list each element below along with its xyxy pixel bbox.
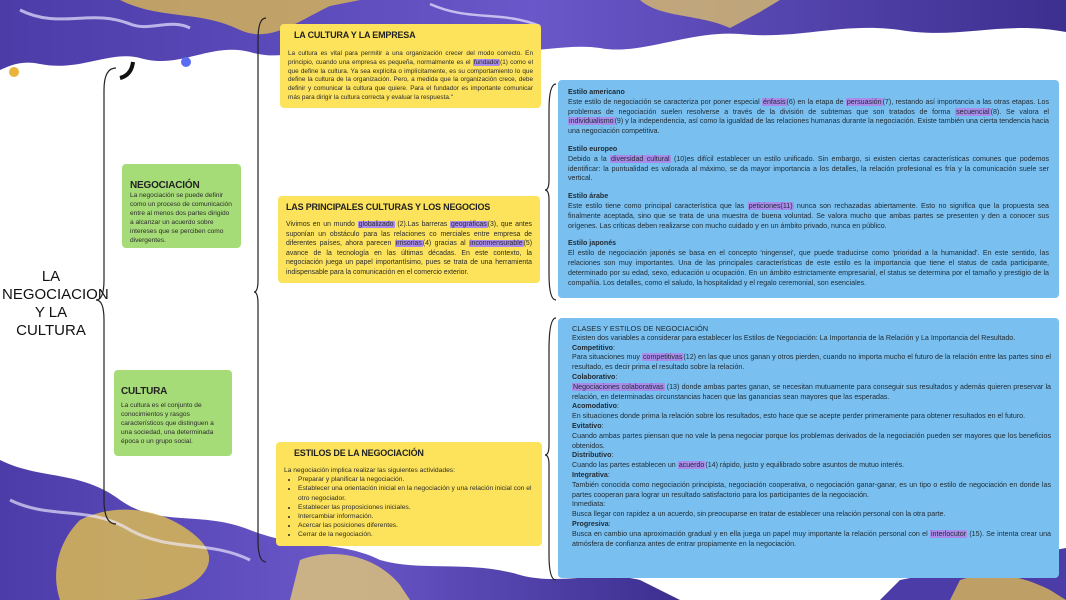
clase-distributivo-label: Distributivo — [572, 451, 612, 460]
root-title — [2, 268, 109, 340]
clase-competitivo-label: Competitivo — [572, 343, 613, 352]
root-title-line-2: NEGOCIACION — [2, 286, 109, 303]
cultura-empresa-node — [280, 24, 541, 108]
cultura-empresa-text — [288, 50, 533, 103]
clase-inmediata-label: Inmediata — [572, 500, 604, 509]
highlight-globalizado: globalizado — [358, 221, 394, 228]
list-item: • Cerrar de la negociación. — [298, 530, 534, 539]
root-title-line-1: LA — [41, 268, 61, 285]
text-segment: Este estilo tiene como principal característica que las — [568, 201, 748, 210]
upper-right-bracket — [545, 84, 556, 300]
highlight-competitivas: competitivas — [642, 353, 683, 362]
text-segment: (15). Se intenta crear una atmósfera de confianza antes de entrar propiamente en la negociación. — [572, 529, 1051, 548]
text-segment: En situaciones donde prima la relación sobre los resultados, esto hace que se acepte perder primeramente para obtener resultados en el futuro. — [572, 412, 1026, 421]
text-segment: Vivimos en un mundo — [286, 221, 358, 228]
estilos-paises-node — [558, 80, 1059, 298]
clase-competitivo: Competitivo: Para situaciones muy competitivas(12) en las que unos ganan y otros pierden, cuando no importa mucho el futuro de la relación entre las partes sino el resultado, es decir prima el resultado sobre la relación. — [572, 343, 1051, 372]
text-segment: Busca en cambio una aproximación gradual y en ella juega un papel muy importante la relación personal con el — [572, 529, 930, 538]
text-segment: (7), restando así importancia a las otras etapas. Los problemas de negociación suelen resolverse a través de la división de subtemas que son tratados de forma — [568, 97, 1050, 116]
highlight-geograficas: geográficas — [451, 221, 487, 228]
text-segment: Debido a la — [568, 154, 611, 163]
branch-bracket — [254, 18, 266, 562]
highlight-persuasion: persuasión — [846, 97, 882, 106]
text-segment: Cuando ambas partes piensan que no vale la pena negociar porque los problemas derivados de la negociación pueden ser mayores que los beneficios obtenidos. — [572, 431, 1051, 450]
estilos-negociacion-node — [276, 442, 542, 546]
text-segment: (2).Las barreras — [394, 221, 451, 228]
principales-node — [278, 196, 540, 283]
text-segment: También conocida como negociación principista, negociación cooperativa, o negociación ganar-ganar, es un tipo o estilo de negociación en donde las partes cooperan para lograr un resultado satisfactorio para los participantes de la negociación. — [572, 480, 1051, 499]
text-segment: La cultura es vital para permitir a una organización crecer del modo correcto. En principio, cuando una empresa es pequeña, normalmente es el — [288, 50, 533, 66]
text-segment: (10)es difícil establecer un estilo unificado. Sin embargo, si existen ciertas características comunes que podemos identificar: la puntualidad es valorada al máximo, se da mayor importancia a los detalles, la relación profesional es fría y la comunicación suele ser vertical. — [568, 154, 1050, 183]
text-segment: (6) en la etapa de — [786, 97, 846, 106]
text-segment: El estilo de negociación japonés se basa en el concepto 'ningensei', que puede traducirse como 'prioridad a la humanidad'. En este sentido, las relaciones son muy importantes. Una de las principales características de este estilo es la importancia que tiene el status de cada participante, determinado por su edad, sexo, educación u ocupación. En un ámbito estrictamente empresarial, el status se determina por el tamaño y prestigio de la compañía. Los detalles, como el saludo, la hospitalidad y el regalo ceremonial, son esenciales. — [568, 249, 1049, 287]
highlight-diversidad-cultural: diversidad cultural — [611, 154, 670, 163]
clases-node — [558, 318, 1059, 578]
list-item: • Preparar y planificar la negociación. — [298, 475, 534, 484]
estilo-japones — [568, 239, 1049, 288]
activities-list — [284, 475, 534, 539]
text-segment: (9) y la independencia, así como la igualdad de las relaciones humanas durante la negociación. Existe también una cierta tendencia hacia una negociación competitiva. — [568, 117, 1049, 136]
text-segment: Busca llegar con rapidez a un acuerdo, sin preocuparse en tratar de establecer una relación personal con la otra parte. — [572, 510, 946, 519]
text-segment: Cuando las partes establecen un — [572, 461, 678, 470]
principales-text — [286, 220, 532, 278]
negociacion-node — [122, 164, 241, 248]
bottom-gold-blob-2 — [290, 554, 410, 600]
root-title-line-3: Y LA CULTURA — [16, 304, 86, 339]
estilos-negociacion-intro: La negociación implica realizar las siguientes actividades: — [284, 467, 455, 474]
list-item: • Acercar las posiciones diferentes. — [298, 521, 534, 530]
estilo-europeo — [568, 145, 1049, 184]
negociacion-title: NEGOCIACIÓN — [130, 180, 200, 191]
negociacion-text: La negociación se puede definir como un proceso de comunicación entre al menos dos partes dirigido a alcanzar un acuerdo sobre intereses que se perciben como divergentes. — [130, 192, 232, 244]
clase-colaborativo: Colaborativo: Negociaciones colaborativas (13) donde ambas partes ganan, se necesitan mutuamente para conseguir sus resultados y además quieren preservar la relación, en determinadas circunstancias hacen que las ganancias sean mayores que las esperadas. — [572, 372, 1051, 401]
text-segment: (1) como el que define la cultura. Ya sea explícita o implícitamente, es su comportamiento lo que define la cultura de la organización. Pero, a medida que la organización crece, debe definir y comunicar la cultura que quiere. Para el fundador es importante comunicar más para dirigir la cultura correcta y evaluar la respuesta." — [288, 58, 533, 101]
cultura-text: La cultura es el conjunto de conocimientos y rasgos característicos que distinguen a una sociedad, una determinada época o un grupo social. — [121, 402, 214, 445]
clases-title: CLASES Y ESTILOS DE NEGOCIACIÓN — [572, 324, 709, 333]
highlight-inconmensurable: inconmensurable — [470, 240, 523, 248]
highlight-secuencial: secuencial — [956, 107, 990, 116]
black-arc — [120, 62, 133, 78]
highlight-enfasis: énfasis — [763, 97, 786, 106]
clase-inmediata: Inmediata: Busca llegar con rapidez a un acuerdo, sin preocuparse en tratar de establecer una relación personal con la otra parte. — [572, 500, 946, 519]
highlight-acuerdo: acuerdo — [678, 461, 705, 470]
clase-distributivo: Distributivo: Cuando las partes establecen un acuerdo(14) rápido, justo y equilibrado sobre asuntos de mutuo interés. — [572, 451, 905, 470]
cultura-node — [114, 370, 232, 456]
highlight-peticiones: peticiones(11) — [748, 201, 793, 210]
gold-dot — [9, 67, 19, 77]
clase-evitativo-label: Evitativo — [572, 421, 602, 430]
estilo-arabe-title: Estilo árabe — [568, 192, 609, 201]
highlight-irrisorias: irrisorias — [395, 240, 422, 248]
text-segment: (5) avance de la tecnología en las últimas décadas. En este contexto, la negociación juega un papel importantísimo, pues se trata de una herramienta indispensable para la comunicación en el comercio exterior. — [286, 240, 532, 276]
text-segment: (3), que antes suponían un obstáculo para las relaciones co merciales entre empresa de diferentes países, ahora parecen — [286, 221, 532, 248]
estilo-japones-title: Estilo japonés — [568, 239, 617, 248]
estilo-arabe — [568, 192, 1049, 231]
highlight-fundador: fundador — [473, 58, 500, 66]
cultura-title: CULTURA — [121, 386, 168, 397]
estilos-negociacion-title: ESTILOS DE LA NEGOCIACIÓN — [294, 448, 424, 458]
list-item: • Establecer una orientación inicial en la negociación y una relación inicial con el otro negociador. — [298, 484, 534, 502]
text-segment: Este estilo de negociación se caracteriza por poner especial — [568, 97, 763, 106]
text-segment: (13) donde ambas partes ganan, se necesitan mutuamente para conseguir sus resultados y además quieren preservar la relación, en determinadas circunstancias hacen que las ganancias sean mayores que las esperadas. — [572, 382, 1051, 401]
lower-right-bracket — [545, 318, 556, 580]
text-segment: (14) rápido, justo y equilibrado sobre asuntos de mutuo interés. — [705, 461, 905, 470]
clase-acomodativo: Acomodativo: En situaciones donde prima la relación sobre los resultados, esto hace que se acepte perder primeramente para obtener resultados en el futuro. — [572, 402, 1026, 421]
text-segment: (12) en las que unos ganan y otros pierden, cuando no importa mucho el futuro de la relación entre las partes sino el resultado, es decir prima el resultado sobre la relación. — [572, 353, 1051, 372]
clase-progresiva-label: Progresiva — [572, 519, 609, 528]
blue-dot — [181, 57, 191, 67]
principales-title: LAS PRINCIPALES CULTURAS Y LOS NEGOCIOS — [286, 202, 491, 212]
text-segment: nunca son rechazadas abiertamente. Esto no significa que la propuesta sea finalmente aceptada, sino que se trata de una muestra de buena voluntad. Se valora mucho que ambas partes se presenten y den a conocer sus orígenes. Las críticas deben realizarse con mucho cuidado y en un ámbito privado, nunca en público. — [568, 201, 1049, 230]
clase-acomodativo-label: Acomodativo — [572, 402, 617, 411]
clase-progresiva: Progresiva: Busca en cambio una aproximación gradual y en ella juega un papel muy importante la relación personal con el interlocutor (15). Se intenta crear una atmósfera de confianza antes de entrar propiamente en la negociación. — [572, 519, 1051, 548]
estilo-europeo-title: Estilo europeo — [568, 144, 618, 153]
text-segment: (4) gracias al — [422, 240, 470, 248]
text-segment: (8). Se valora el — [990, 107, 1049, 116]
clase-integrativa-label: Integrativa — [572, 470, 608, 479]
highlight-negociaciones-colaborativas: Negociaciones colaborativas — [573, 382, 664, 391]
list-item: • Establecer las proposiciones iniciales. — [298, 503, 534, 512]
clases-intro: Existen dos variables a considerar para establecer los Estilos de Negociación: La Importancia de la Relación y La Importancia del Resultado. — [572, 333, 1016, 342]
clase-integrativa: Integrativa: También conocida como negociación principista, negociación cooperativa, o negociación ganar-ganar, es un tipo o estilo de negociación en donde las partes cooperan para lograr un resultado satisfactorio para los participantes de la negociación. — [572, 470, 1051, 499]
estilo-americano-title: Estilo americano — [568, 88, 625, 96]
list-item: • Intercambiar información. — [298, 512, 534, 521]
highlight-interlocutor: interlocutor — [930, 529, 967, 538]
estilo-americano — [568, 88, 1049, 137]
text-segment: Para situaciones muy — [572, 353, 642, 362]
clase-evitativo: Evitativo: Cuando ambas partes piensan que no vale la pena negociar porque los problemas derivados de la negociación pueden ser mayores que los beneficios obtenidos. — [572, 421, 1051, 450]
clase-colaborativo-label: Colaborativo — [572, 372, 616, 381]
highlight-individualismo: individualismo — [569, 117, 614, 126]
cultura-empresa-title: LA CULTURA Y LA EMPRESA — [294, 30, 416, 40]
